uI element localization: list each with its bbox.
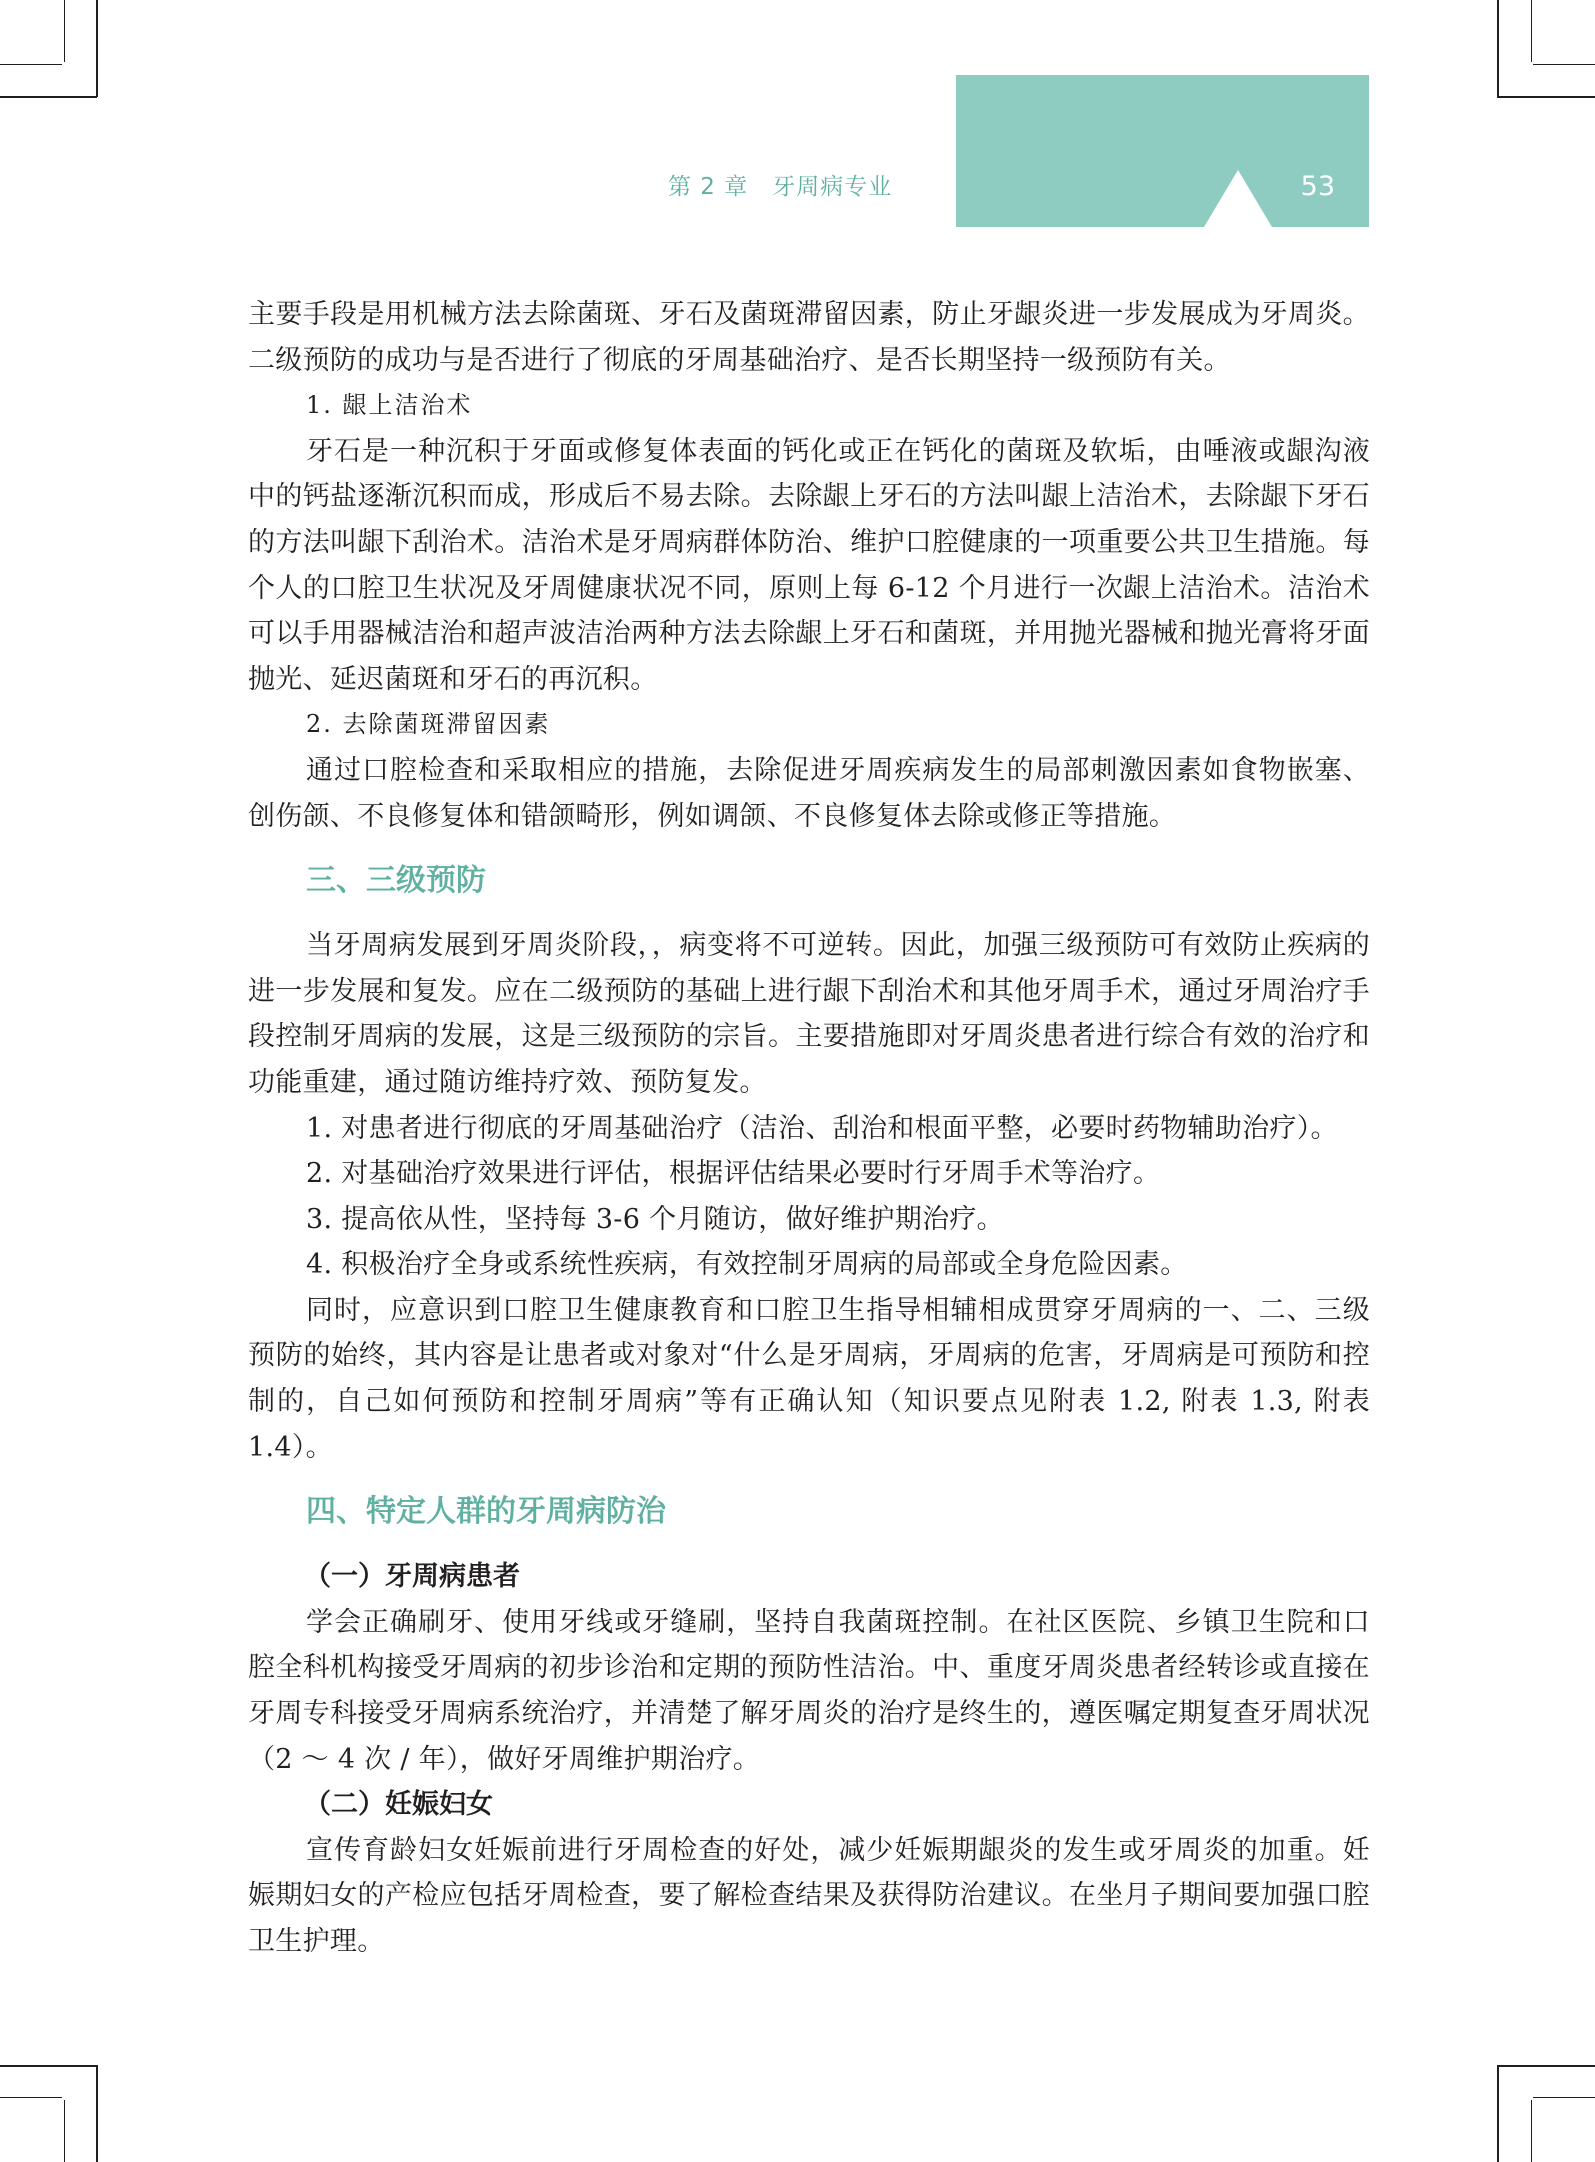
- paragraph-continuation: 主要手段是用机械方法去除菌斑、牙石及菌斑滞留因素，防止牙龈炎进一步发展成为牙周炎。二级预防的成功与是否进行了彻底的牙周基础治疗、是否长期坚持一级预防有关。: [248, 299, 1370, 376]
- section-heading-specific-populations: 四、特定人群的牙周病防治: [306, 1494, 666, 1530]
- paragraph-retention-factors: 通过口腔检查和采取相应的措施，去除促进牙周疾病发生的局部刺激因素如食物嵌塞、创伤颌、不良修复体和错颌畸形，例如调颌、不良修复体去除或修正等措施。: [248, 754, 1370, 832]
- crop-mark-top-right-h: [1497, 96, 1595, 98]
- crop-mark-top-left-v: [96, 0, 98, 97]
- crop-mark-bottom-right-h2: [1533, 2097, 1595, 2098]
- paragraph-calculus: 牙石是一种沉积于牙面或修复体表面的钙化或正在钙化的菌斑及软垢，由唾液或龈沟液中的钙盐逐渐沉积而成，形成后不易去除。去除龈上牙石的方法叫龈上洁治术，去除龈下牙石的方法叫龈下刮治术。洁治术是牙周病群体防治、维护口腔健康的一项重要公共卫生措施。每个人的口腔卫生状况及牙周健康状况不同，原则上每 6-12 个月进行一次龈上洁治术。洁治术可以手用器械洁治和超声波洁治两种方法去除龈上牙石和菌斑，并用抛光器械和抛光膏将牙面抛光、延迟菌斑和牙石的再沉积。: [248, 435, 1370, 695]
- paragraph-tertiary-prevention: 当牙周病发展到牙周炎阶段，，病变将不可逆转。因此，加强三级预防可有效防止疾病的进一步发展和复发。应在二级预防的基础上进行龈下刮治术和其他牙周手术，通过牙周治疗手段控制牙周病的发展，这是三级预防的宗旨。主要措施即对牙周炎患者进行综合有效的治疗和功能重建，通过随访维持疗效、预防复发。: [248, 930, 1370, 1098]
- header-notch-triangle: [1204, 170, 1272, 227]
- crop-mark-bottom-left-h: [0, 2065, 97, 2067]
- crop-mark-bottom-right-h: [1497, 2065, 1595, 2067]
- chapter-title: 第 2 章 牙周病专业: [668, 174, 893, 200]
- subheading-supragingival-scaling: 1. 龈上洁治术: [306, 391, 473, 420]
- section-heading-tertiary-prevention: 三、三级预防: [306, 863, 486, 899]
- crop-mark-top-left-v2: [64, 0, 65, 62]
- paragraph-pregnant-women: 宣传育龄妇女妊娠前进行牙周检查的好处，减少妊娠期龈炎的发生或牙周炎的加重。妊娠期妇女的产检应包括牙周检查，要了解检查结果及获得防治建议。在坐月子期间要加强口腔卫生护理。: [248, 1834, 1370, 1957]
- subheading-remove-retention-factors: 2. 去除菌斑滞留因素: [306, 710, 551, 739]
- crop-mark-top-left-h: [0, 96, 97, 98]
- subsection-heading-pregnant-women: （二）妊娠妇女: [304, 1789, 493, 1821]
- crop-mark-bottom-left-v2: [64, 2100, 65, 2162]
- page-number: 53: [1300, 171, 1335, 202]
- crop-mark-bottom-left-h2: [0, 2097, 62, 2098]
- crop-mark-top-right-h2: [1533, 64, 1595, 65]
- crop-mark-bottom-left-v: [96, 2065, 98, 2162]
- crop-mark-top-right-v: [1497, 0, 1499, 97]
- list-item: 4. 积极治疗全身或系统性疾病，有效控制牙周病的局部或全身危险因素。: [306, 1249, 1188, 1281]
- crop-mark-top-left-h2: [0, 64, 62, 65]
- crop-mark-bottom-right-v2: [1531, 2100, 1532, 2162]
- page-number-tab: [956, 75, 1369, 227]
- list-item: 1. 对患者进行彻底的牙周基础治疗（洁治、刮治和根面平整，必要时药物辅助治疗）。: [306, 1112, 1338, 1144]
- paragraph-health-education: 同时，应意识到口腔卫生健康教育和口腔卫生指导相辅相成贯穿牙周病的一、二、三级预防的始终，其内容是让患者或对象对“什么是牙周病，牙周病的危害，牙周病是可预防和控制的，自己如何预防和控制牙周病”等有正确认知（知识要点见附表 1.2, 附表 1.3, 附表 1.4）。: [248, 1294, 1370, 1463]
- crop-mark-top-right-v2: [1531, 0, 1532, 62]
- page-body: [248, 292, 1370, 1965]
- paragraph-periodontal-patients: 学会正确刷牙、使用牙线或牙缝刷，坚持自我菌斑控制。在社区医院、乡镇卫生院和口腔全科机构接受牙周病的初步诊治和定期的预防性洁治。中、重度牙周炎患者经转诊或直接在牙周专科接受牙周病系统治疗，并清楚了解牙周炎的治疗是终生的，遵医嘱定期复查牙周状况（2 ～ 4 次 / 年），做好牙周维护期治疗。: [248, 1606, 1370, 1775]
- crop-mark-bottom-right-v: [1497, 2065, 1499, 2162]
- list-item: 3. 提高依从性，坚持每 3-6 个月随访，做好维护期治疗。: [306, 1203, 1004, 1235]
- list-item: 2. 对基础治疗效果进行评估，根据评估结果必要时行牙周手术等治疗。: [306, 1158, 1161, 1190]
- subsection-heading-periodontal-patients: （一）牙周病患者: [304, 1561, 520, 1593]
